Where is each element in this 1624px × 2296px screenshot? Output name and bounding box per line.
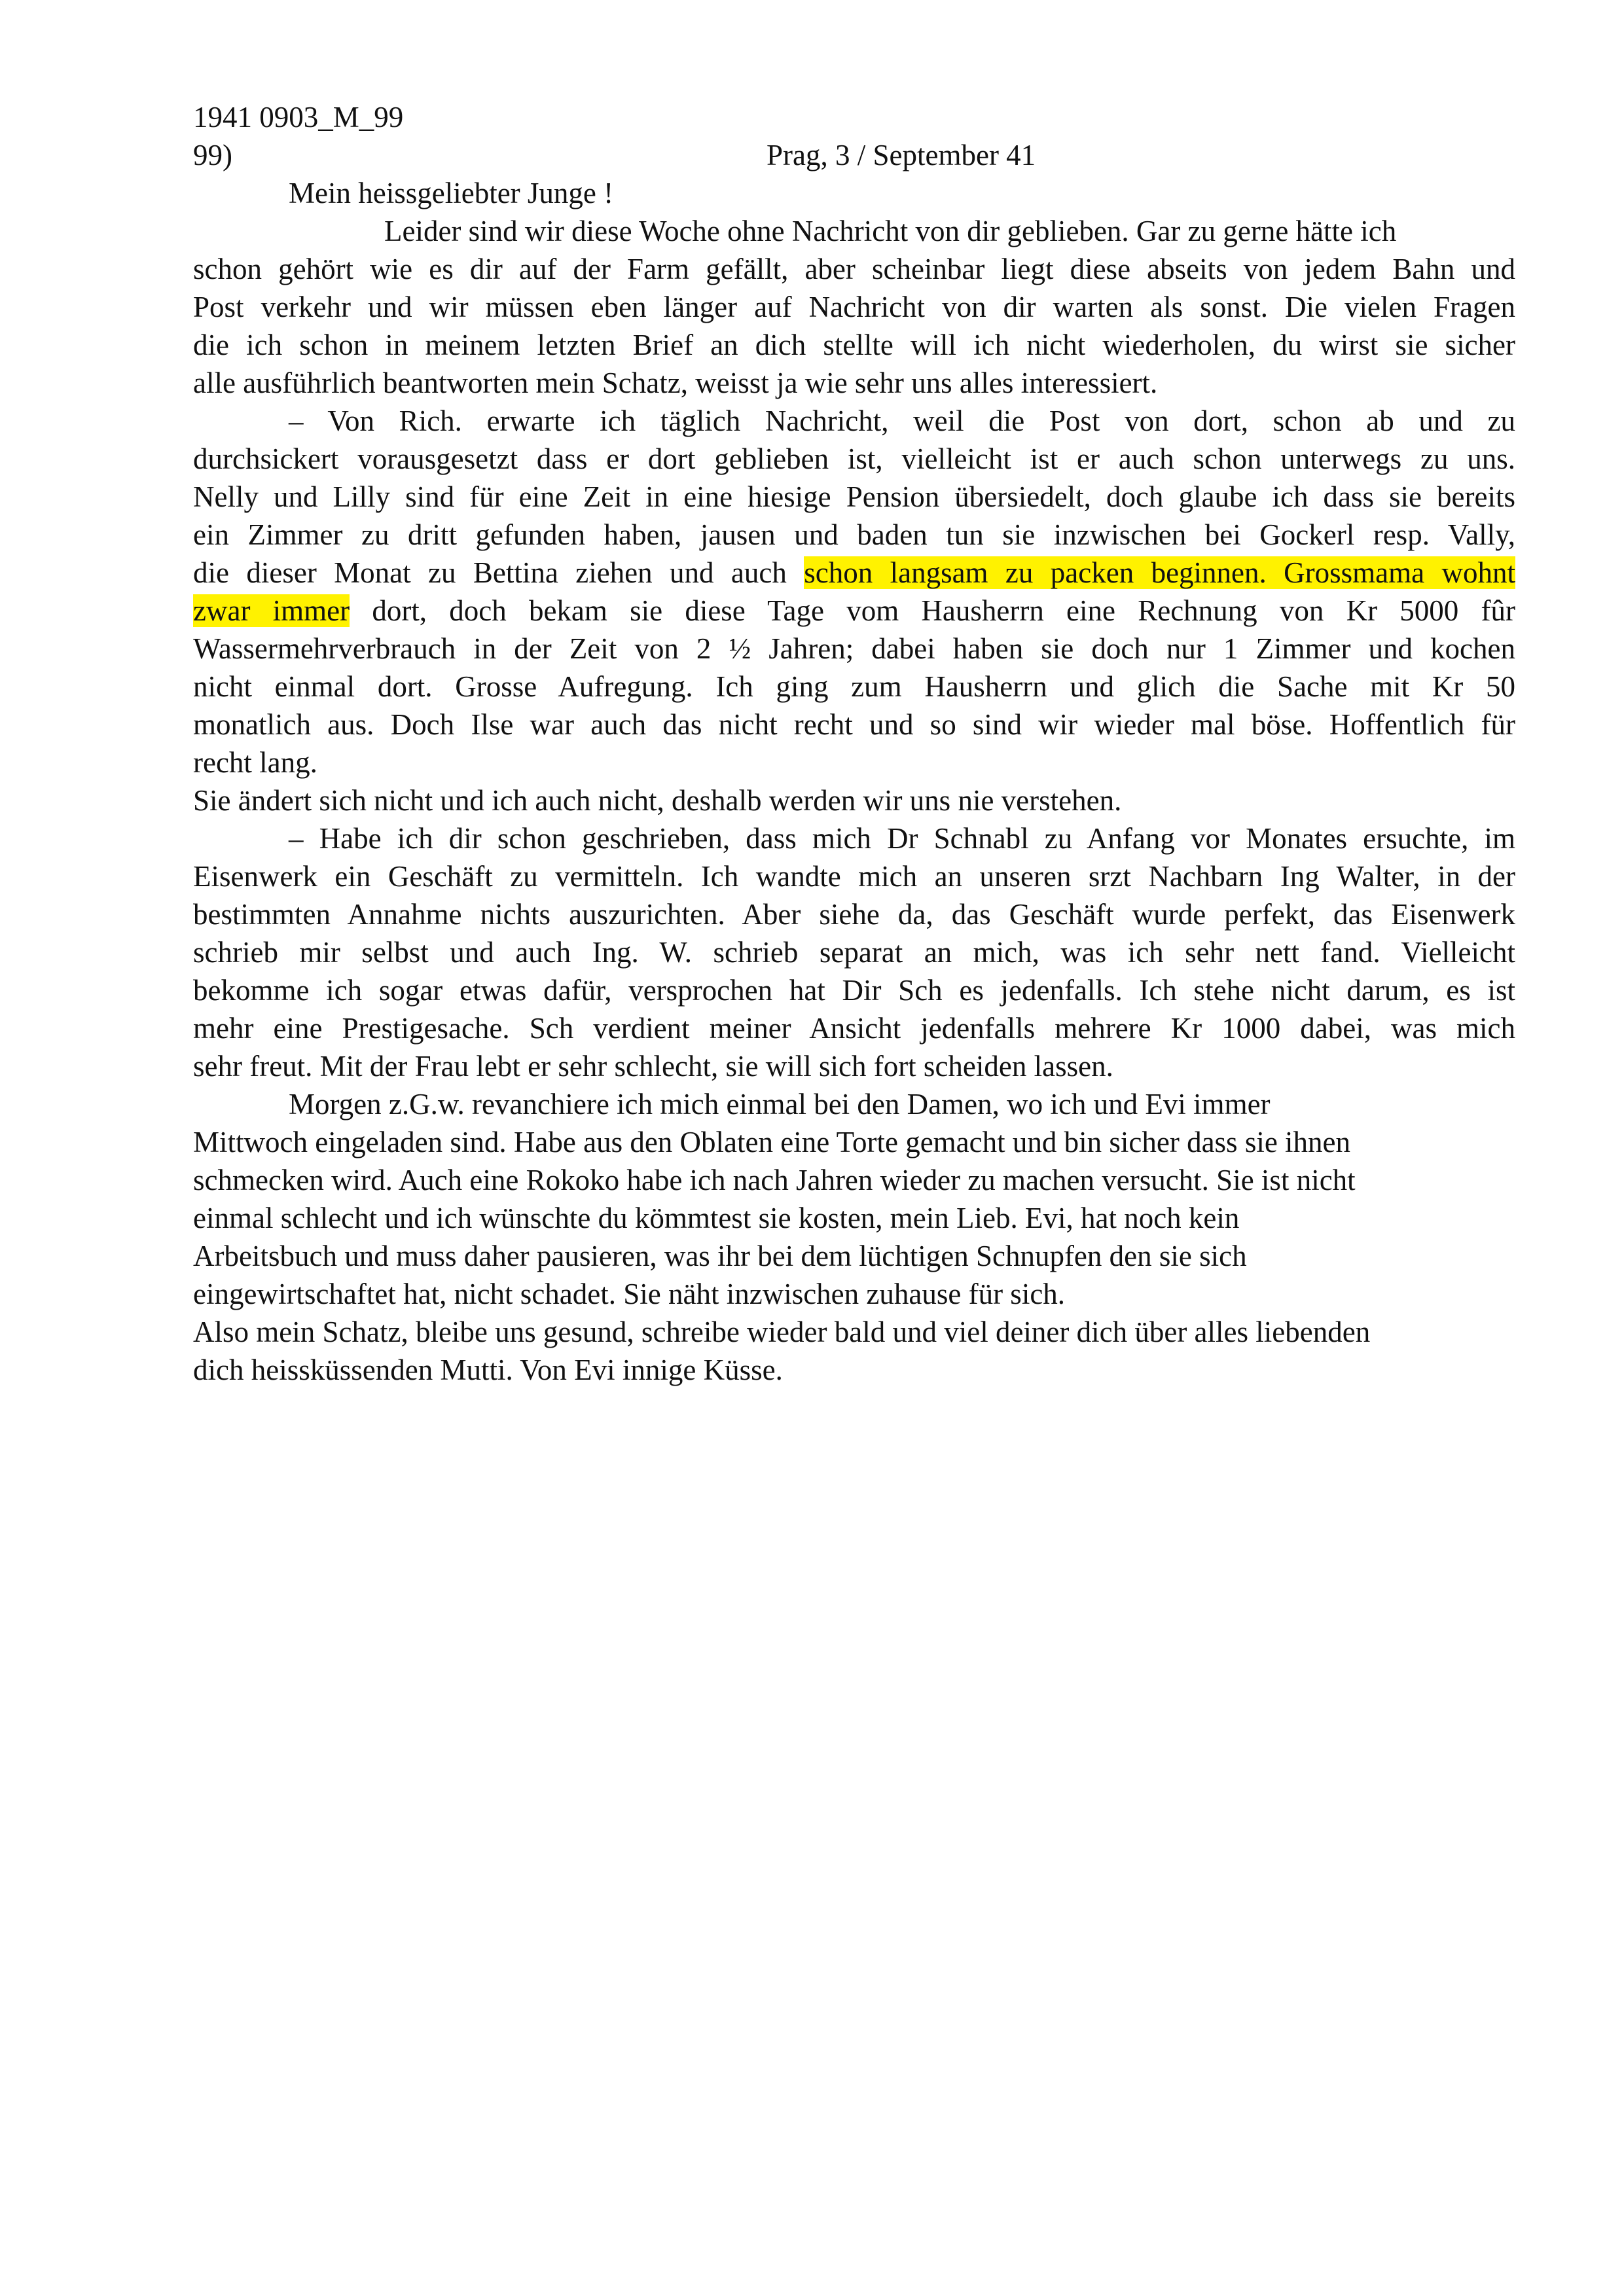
p4-line: Arbeitsbuch und muss daher pausieren, was ihr bei dem lüchtigen Schnupfen den sie sich bbox=[193, 1240, 1247, 1272]
p2-line: Nelly und Lilly sind für eine Zeit in eine hiesige Pension übersiedelt, doch glaube ich dass sie bereits bbox=[193, 480, 1515, 513]
p3-line: sehr freut. Mit der Frau lebt er sehr schlecht, sie will sich fort scheiden lassen. bbox=[193, 1050, 1113, 1083]
p3-line: mehr eine Prestigesache. Sch verdient meiner Ansicht jedenfalls mehrere Kr 1000 dabei, was mich bbox=[193, 1012, 1515, 1045]
p2-line: durchsickert vorausgesetzt dass er dort geblieben ist, vielleicht ist er auch schon unterwegs zu uns. bbox=[193, 442, 1515, 475]
p3-line: schrieb mir selbst und auch Ing. W. schrieb separat an mich, was ich sehr nett fand. Vielleicht bbox=[193, 936, 1515, 969]
highlighted-text: schon langsam zu packen beginnen. Grossmama wohnt bbox=[804, 556, 1515, 589]
p4-line: Morgen z.G.w. revanchiere ich mich einmal bei den Damen, wo ich und Evi immer bbox=[289, 1088, 1271, 1121]
letter-body bbox=[193, 98, 1515, 1389]
p2-line: monatlich aus. Doch Ilse war auch das nicht recht und so sind wir wieder mal böse. Hoffentlich für bbox=[193, 708, 1515, 741]
place-date: Prag, 3 / September 41 bbox=[767, 139, 1036, 171]
p4-line: einmal schlecht und ich wünschte du kömmtest sie kosten, mein Lieb. Evi, hat noch kein bbox=[193, 1202, 1240, 1234]
p2-line: Wassermehrverbrauch in der Zeit von 2 ½ Jahren; dabei haben sie doch nur 1 Zimmer und kochen bbox=[193, 632, 1515, 665]
p2-text: die dieser Monat zu Bettina ziehen und auch bbox=[193, 556, 804, 589]
p2-text: dort, doch bekam sie diese Tage vom Hausherrn eine Rechnung von Kr 5000 fûr bbox=[350, 594, 1515, 627]
p3-line: bestimmten Annahme nichts auszurichten. Aber siehe da, das Geschäft wurde perfekt, das Eisenwerk bbox=[193, 898, 1515, 931]
p2-line: ein Zimmer zu dritt gefunden haben, jausen und baden tun sie inzwischen bei Gockerl resp. Vally, bbox=[193, 518, 1515, 551]
p4-line: schmecken wird. Auch eine Rokoko habe ich nach Jahren wieder zu machen versucht. Sie ist nicht bbox=[193, 1164, 1356, 1196]
p4-line: Mittwoch eingeladen sind. Habe aus den Oblaten eine Torte gemacht und bin sicher dass sie ihnen bbox=[193, 1126, 1351, 1158]
p2-line bbox=[193, 554, 1515, 592]
p2-line: Sie ändert sich nicht und ich auch nicht, deshalb werden wir uns nie verstehen. bbox=[193, 784, 1122, 817]
p2-line: recht lang. bbox=[193, 746, 317, 779]
p2-line: – Von Rich. erwarte ich täglich Nachricht, weil die Post von dort, schon ab und zu bbox=[289, 404, 1515, 437]
p4-line: eingewirtschaftet hat, nicht schadet. Sie näht inzwischen zuhause für sich. bbox=[193, 1278, 1066, 1310]
p1-line: Post verkehr und wir müssen eben länger auf Nachricht von dir warten als sonst. Die vielen Fragen bbox=[193, 291, 1515, 323]
letter-number: 99) bbox=[193, 139, 232, 171]
closing-line: Also mein Schatz, bleibe uns gesund, schreibe wieder bald und viel deiner dich über alles liebenden bbox=[193, 1316, 1371, 1348]
p3-line: bekomme ich sogar etwas dafür, versprochen hat Dir Sch es jedenfalls. Ich stehe nicht darum, es ist bbox=[193, 974, 1515, 1007]
p3-line: Eisenwerk ein Geschäft zu vermitteln. Ich wandte mich an unseren srzt Nachbarn Ing Walter, in der bbox=[193, 860, 1515, 893]
p3-line: – Habe ich dir schon geschrieben, dass mich Dr Schnabl zu Anfang vor Monates ersuchte, im bbox=[289, 822, 1515, 855]
p2-line: nicht einmal dort. Grosse Aufregung. Ich ging zum Hausherrn und glich die Sache mit Kr 50 bbox=[193, 670, 1515, 703]
p1-line: Leider sind wir diese Woche ohne Nachricht von dir geblieben. Gar zu gerne hätte ich bbox=[384, 215, 1397, 247]
p1-line: die ich schon in meinem letzten Brief an dich stellte will ich nicht wiederholen, du wirst sie sicher bbox=[193, 329, 1515, 361]
signature-line: dich heissküssenden Mutti. Von Evi innige Küsse. bbox=[193, 1354, 783, 1386]
salutation: Mein heissgeliebter Junge ! bbox=[289, 177, 614, 209]
letter-header bbox=[193, 136, 1515, 174]
highlighted-text: zwar immer bbox=[193, 594, 350, 627]
p1-line: alle ausführlich beantworten mein Schatz, weisst ja wie sehr uns alles interessiert. bbox=[193, 367, 1158, 399]
p2-line bbox=[193, 592, 1515, 630]
file-id: 1941 0903_M_99 bbox=[193, 101, 404, 134]
p1-line: schon gehört wie es dir auf der Farm gefällt, aber scheinbar liegt diese abseits von jedem Bahn und bbox=[193, 253, 1515, 285]
